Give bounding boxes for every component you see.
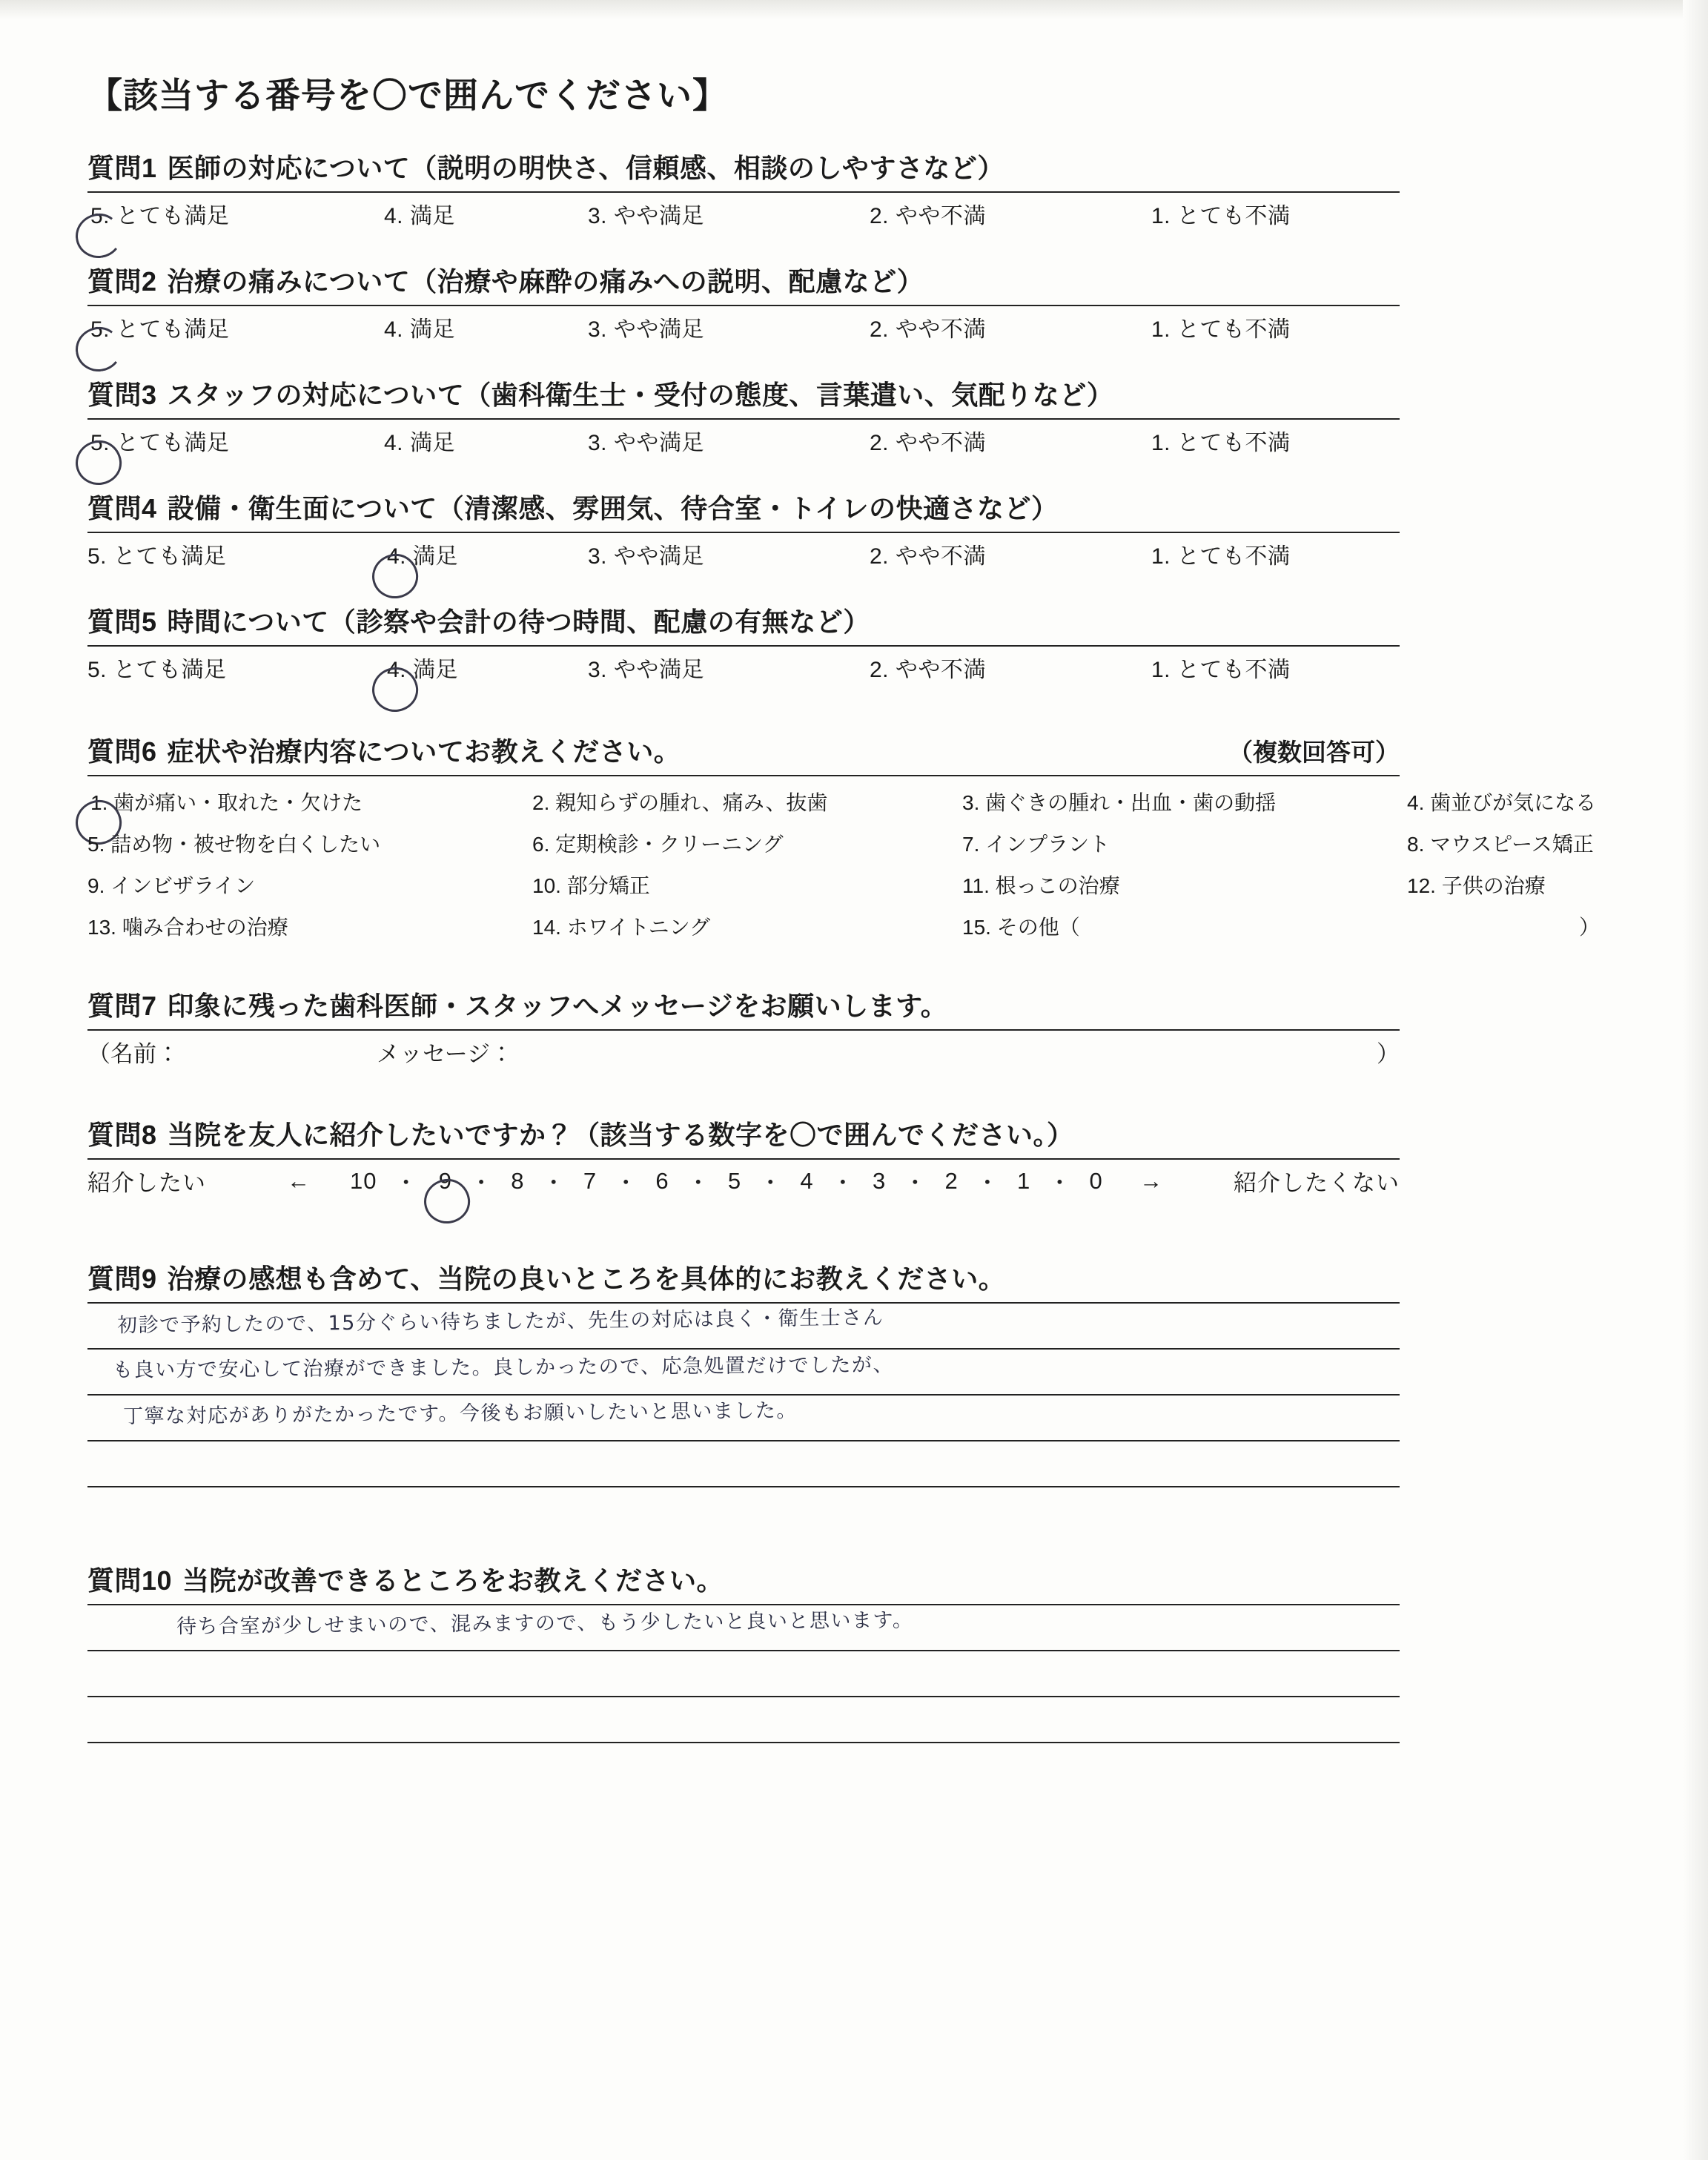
scale-separator: ・	[394, 1170, 419, 1196]
divider	[87, 532, 1400, 533]
option-5-label: 5. とても満足	[90, 204, 230, 228]
scale-separator: ・	[542, 1170, 566, 1196]
q6-option-10[interactable]: 10. 部分矯正	[532, 874, 650, 897]
scale-separator: ・	[686, 1170, 711, 1196]
question-6-note: （複数回答可）	[1228, 739, 1400, 766]
option-2[interactable]: 2. やや不満	[870, 204, 986, 228]
q6-option-9[interactable]: 9. インビザライン	[87, 874, 256, 897]
option-1[interactable]: 1. とても不満	[1151, 431, 1291, 455]
scale-number-10[interactable]: 10	[350, 1167, 377, 1194]
option-5[interactable]	[87, 311, 384, 343]
q6-option-15-other[interactable]	[962, 911, 1600, 941]
scale-separator: ・	[614, 1170, 638, 1196]
question-2-number: 質問2	[87, 266, 157, 297]
option-5[interactable]: 5. とても満足	[87, 658, 227, 682]
question-5-text: 時間について（診察や会計の待つ時間、配慮の有無など）	[167, 607, 870, 637]
question-5-options	[87, 651, 1621, 703]
question-10-number: 質問10	[87, 1565, 173, 1596]
question-3-heading	[87, 374, 1621, 412]
question-block-1	[87, 148, 1621, 249]
scale-number-1[interactable]: 1	[1017, 1167, 1031, 1194]
scale-separator: ・	[1047, 1170, 1072, 1196]
option-1[interactable]: 1. とても不満	[1151, 658, 1291, 682]
question-3-number: 質問3	[87, 380, 157, 410]
scale-number-4[interactable]: 4	[800, 1167, 814, 1194]
option-5[interactable]	[87, 197, 384, 230]
question-block-4	[87, 488, 1621, 589]
q6-option-1-label: 1. 歯が痛い・取れた・欠けた	[90, 791, 363, 814]
option-2[interactable]: 2. やや不満	[870, 431, 986, 455]
question-block-5	[87, 601, 1621, 703]
answer-line[interactable]	[87, 1604, 1400, 1650]
option-4-label: 4. 満足	[387, 544, 458, 569]
scale-number-8[interactable]: 8	[511, 1167, 525, 1194]
option-4[interactable]: 4. 満足	[384, 317, 455, 342]
scale-separator: ・	[976, 1170, 1000, 1196]
question-1-text: 医師の対応について（説明の明快さ、信頼感、相談のしやすさなど）	[167, 153, 1004, 183]
question-block-2	[87, 261, 1621, 363]
question-7-number: 質問7	[87, 991, 157, 1021]
scale-number-7[interactable]: 7	[583, 1167, 598, 1194]
handwriting-line-1: 初診で予約したので、15分ぐらい待ちましたが、先生の対応は良く・衛生士さん	[116, 1306, 884, 1338]
option-2[interactable]: 2. やや不満	[870, 658, 986, 682]
scale-number-5[interactable]: 5	[727, 1167, 742, 1194]
page-title: 【該当する番号を〇で囲んでください】	[87, 76, 728, 115]
scale-right-label: 紹介したくない	[1234, 1170, 1400, 1196]
question-5-heading	[87, 601, 1621, 639]
question-block-3	[87, 374, 1621, 476]
divider	[87, 775, 1400, 776]
scale-left-label: 紹介したい	[87, 1170, 206, 1196]
scale-number-9[interactable]: 9	[438, 1167, 453, 1194]
question-2-options	[87, 311, 1621, 363]
question-7-answer-line	[87, 1035, 1400, 1086]
question-4-text: 設備・衛生面について（清潔感、雰囲気、待合室・トイレの快適さなど）	[167, 493, 1059, 524]
scale-number-0[interactable]: 0	[1089, 1167, 1103, 1194]
q6-option-11[interactable]: 11. 根っこの治療	[962, 874, 1120, 897]
handwriting-line-3: 丁寧な対応がありがたかったです。今後もお願いしたいと思いました。	[122, 1399, 798, 1428]
q6-option-5[interactable]: 5. 詰め物・被せ物を白くしたい	[87, 833, 381, 856]
divider	[87, 1158, 1400, 1160]
option-5[interactable]: 5. とても満足	[87, 544, 227, 569]
question-7-heading	[87, 985, 1621, 1023]
question-1-heading	[87, 148, 1621, 185]
question-3-options	[87, 424, 1621, 476]
option-1[interactable]: 1. とても不満	[1151, 204, 1291, 228]
scale-number-6[interactable]: 6	[655, 1167, 669, 1194]
question-2-heading	[87, 261, 1621, 299]
question-4-heading	[87, 488, 1621, 526]
q6-option-13[interactable]: 13. 噛み合わせの治療	[87, 916, 288, 939]
answer-line[interactable]	[87, 1486, 1400, 1532]
divider	[87, 191, 1400, 193]
option-2[interactable]: 2. やや不満	[870, 317, 986, 342]
question-block-6	[87, 731, 1621, 957]
question-5-number: 質問5	[87, 607, 157, 637]
question-6-text: 症状や治療内容についてお教えください。	[167, 736, 681, 767]
question-3-text: スタッフの対応について（歯科衛生士・受付の態度、言葉遣い、気配りなど）	[167, 380, 1114, 410]
option-4[interactable]: 4. 満足	[384, 431, 455, 455]
scale-number-3[interactable]: 3	[872, 1167, 887, 1194]
option-1[interactable]: 1. とても不満	[1151, 544, 1291, 569]
question-8-text: 当院を友人に紹介したいですか？（該当する数字を〇で囲んでください。）	[167, 1120, 1074, 1150]
q6-option-12[interactable]: 12. 子供の治療	[1407, 874, 1546, 897]
answer-line[interactable]	[87, 1302, 1400, 1348]
scale-separator: ・	[469, 1170, 494, 1196]
option-4[interactable]: 4. 満足	[384, 204, 455, 228]
question-6-heading	[87, 731, 1400, 775]
q6-option-4[interactable]: 4. 歯並びが気になる	[1407, 791, 1597, 814]
question-8-number: 質問8	[87, 1120, 157, 1150]
answer-line[interactable]	[87, 1394, 1400, 1440]
question-6-number: 質問6	[87, 736, 157, 767]
option-4[interactable]	[384, 651, 588, 684]
scale-separator: ・	[831, 1170, 855, 1196]
scale-number-2[interactable]: 2	[944, 1167, 959, 1194]
question-block-9	[87, 1258, 1621, 1532]
q6-option-14[interactable]: 14. ホワイトニング	[532, 916, 711, 939]
divider	[87, 1029, 1400, 1031]
scale-separator: ・	[758, 1170, 783, 1196]
answer-line[interactable]	[87, 1348, 1400, 1394]
question-9-heading	[87, 1258, 1621, 1296]
q6-option-7[interactable]: 7. インプラント	[962, 833, 1110, 856]
option-2[interactable]: 2. やや不満	[870, 544, 986, 569]
option-3[interactable]: 3. やや満足	[588, 544, 704, 569]
question-10-text: 当院が改善できるところをお教えください。	[182, 1565, 724, 1596]
option-4-label: 4. 満足	[387, 658, 458, 682]
q7-name-label: （名前：	[87, 1041, 179, 1067]
option-3[interactable]: 3. やや満足	[588, 204, 704, 228]
q6-option-8[interactable]: 8. マウスピース矯正	[1407, 833, 1594, 856]
question-block-8	[87, 1114, 1621, 1217]
question-8-scale	[87, 1164, 1400, 1217]
question-9-answer-area[interactable]	[87, 1302, 1400, 1532]
handwriting-line-1: 待ち合室が少しせまいので、混みますので、もう少したいと良いと思います。	[176, 1608, 914, 1639]
q6-option-6[interactable]: 6. 定期検診・クリーニング	[532, 833, 784, 856]
q6-other-label: 15. その他（	[962, 916, 1080, 939]
answer-line[interactable]	[87, 1742, 1400, 1788]
question-1-options	[87, 197, 1621, 249]
question-10-heading	[87, 1560, 1621, 1598]
option-5-label: 5. とても満足	[90, 317, 230, 342]
option-3[interactable]: 3. やや満足	[588, 317, 704, 342]
option-5-label: 5. とても満足	[90, 431, 230, 455]
scale-right-arrow-icon: →	[1139, 1167, 1163, 1194]
scale-left-arrow-icon: ←	[287, 1167, 311, 1194]
question-block-7	[87, 985, 1621, 1086]
q6-option-1[interactable]	[87, 787, 532, 816]
question-9-number: 質問9	[87, 1264, 157, 1294]
q6-other-close: ）	[1578, 916, 1600, 939]
answer-line[interactable]	[87, 1650, 1400, 1696]
divider	[87, 418, 1400, 420]
answer-line[interactable]	[87, 1440, 1400, 1486]
q7-close-paren: ）	[1377, 1041, 1400, 1067]
scale-separator: ・	[903, 1170, 927, 1196]
handwriting-line-2: も良い方で安心して治療ができました。良しかったので、応急処置だけでしたが、	[112, 1353, 895, 1382]
option-3[interactable]: 3. やや満足	[588, 658, 704, 682]
divider	[87, 645, 1400, 647]
q6-option-2[interactable]: 2. 親知らずの腫れ、痛み、抜歯	[532, 791, 828, 814]
option-4[interactable]	[384, 538, 588, 570]
q6-option-3[interactable]: 3. 歯ぐきの腫れ・出血・歯の動揺	[962, 791, 1277, 814]
question-4-number: 質問4	[87, 493, 157, 524]
option-3[interactable]: 3. やや満足	[588, 431, 704, 455]
question-block-10	[87, 1560, 1621, 1788]
question-7-text: 印象に残った歯科医師・スタッフへメッセージをお願いします。	[167, 991, 948, 1021]
divider	[87, 305, 1400, 306]
question-2-text: 治療の痛みについて（治療や麻酔の痛みへの説明、配慮など）	[167, 266, 924, 297]
question-6-options	[87, 781, 1600, 957]
question-10-answer-area[interactable]	[87, 1604, 1400, 1788]
question-4-options	[87, 538, 1621, 589]
question-8-heading	[87, 1114, 1621, 1152]
q7-message-label[interactable]: メッセージ：	[377, 1041, 514, 1067]
option-5[interactable]	[87, 424, 384, 457]
option-1[interactable]: 1. とても不満	[1151, 317, 1291, 342]
scale-numbers	[325, 1164, 1125, 1198]
question-1-number: 質問1	[87, 153, 157, 183]
question-9-text: 治療の感想も含めて、当院の良いところを具体的にお教えください。	[167, 1264, 1006, 1294]
answer-line[interactable]	[87, 1696, 1400, 1742]
